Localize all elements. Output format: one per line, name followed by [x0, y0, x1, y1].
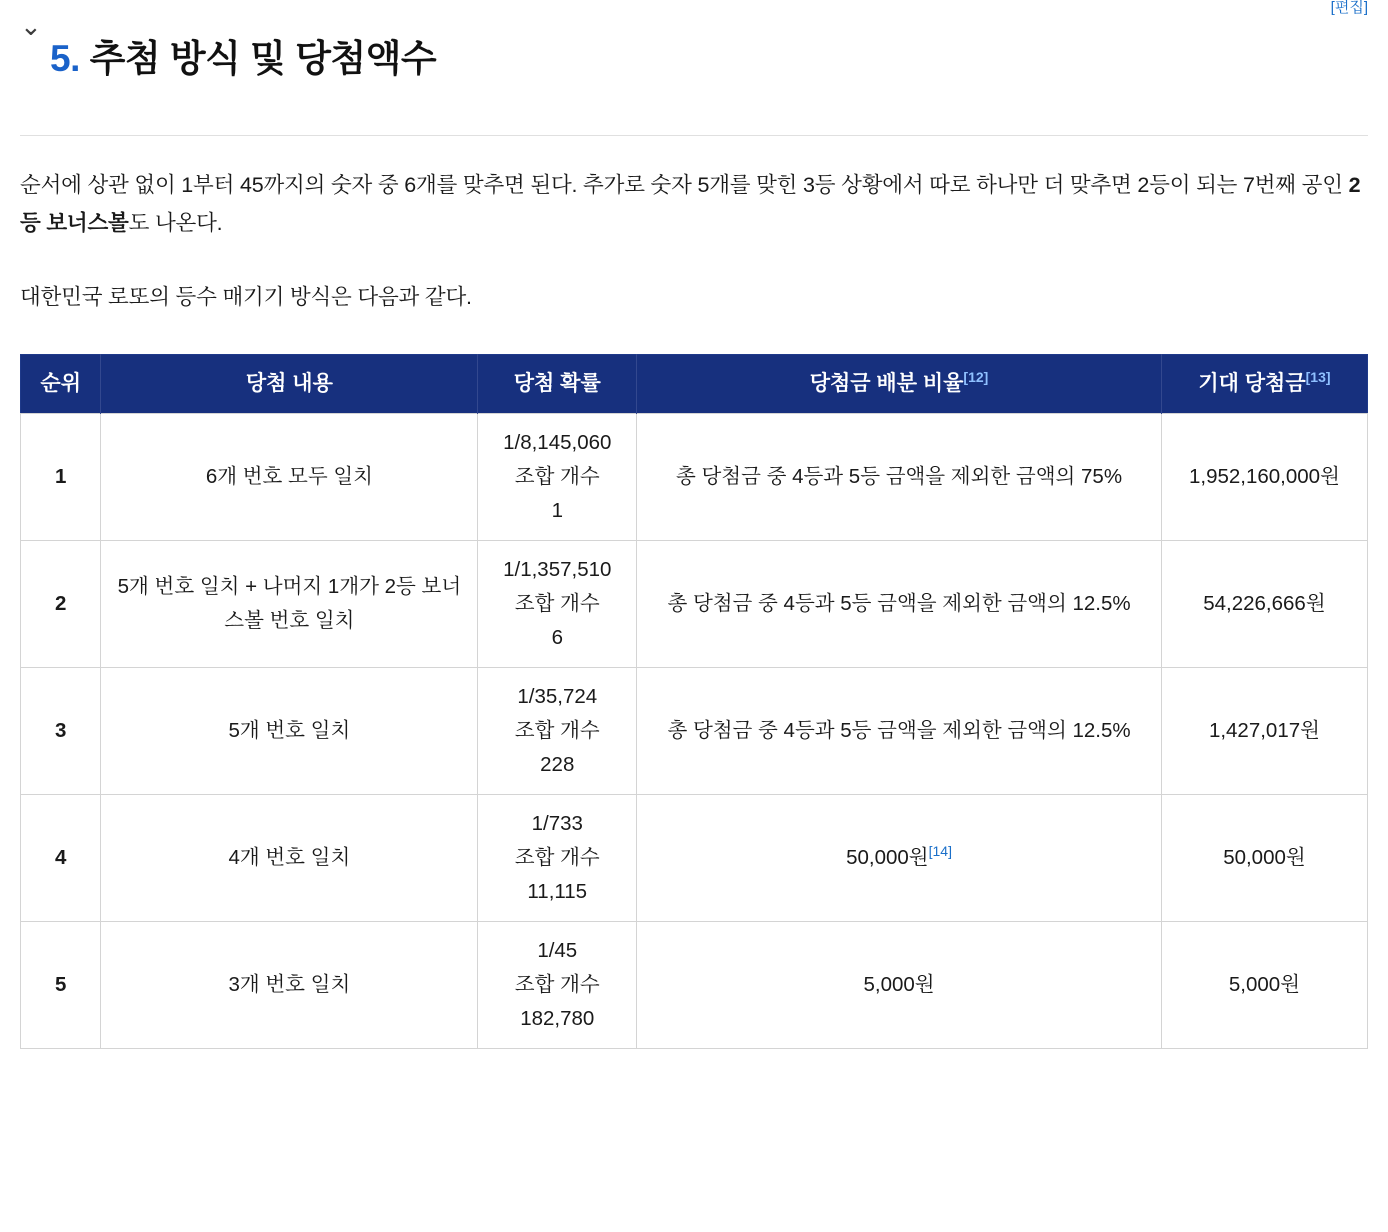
table-row [21, 541, 1368, 668]
combination-label: 조합 개수 [514, 846, 600, 870]
column-header-ratio-label: 당첨금 배분 비율 [809, 372, 964, 396]
cell-ratio [637, 795, 1162, 922]
table-header-row [21, 355, 1368, 414]
heading-divider [20, 135, 1368, 136]
column-header-probability: 당첨 확률 [478, 355, 637, 414]
cell-rank: 5 [21, 922, 101, 1049]
cell-probability [478, 541, 637, 668]
cell-expected: 54,226,666원 [1161, 541, 1367, 668]
paragraph-rules-part1: 순서에 상관 없이 1부터 45까지의 숫자 중 6개를 맞추면 된다. 추가로 숫자 5개를 맞힌 3등 상황에서 따로 하나만 더 맞추면 2등이 되는 7번째 공인 [20, 173, 1349, 198]
cell-rank: 2 [21, 541, 101, 668]
ratio-text: 총 당첨금 중 4등과 5등 금액을 제외한 금액의 75% [676, 465, 1123, 489]
prize-table [20, 354, 1368, 1049]
edit-section-link[interactable]: [편집] [1330, 0, 1368, 16]
table-row [21, 795, 1368, 922]
cell-rank: 4 [21, 795, 101, 922]
table-row [21, 922, 1368, 1049]
column-header-expected [1161, 355, 1367, 414]
cell-ratio [637, 414, 1162, 541]
ratio-reference[interactable]: [14] [928, 843, 952, 860]
cell-ratio [637, 922, 1162, 1049]
cell-expected: 1,427,017원 [1161, 668, 1367, 795]
cell-expected: 1,952,160,000원 [1161, 414, 1367, 541]
cell-description: 5개 번호 일치 + 나머지 1개가 2등 보너스볼 번호 일치 [101, 541, 478, 668]
cell-probability [478, 668, 637, 795]
cell-description: 6개 번호 모두 일치 [101, 414, 478, 541]
cell-ratio [637, 668, 1162, 795]
column-header-rank: 순위 [21, 355, 101, 414]
reference-12[interactable]: [12] [963, 369, 989, 386]
combination-count: 182,780 [520, 1007, 595, 1031]
combination-label: 조합 개수 [514, 465, 600, 489]
column-header-expected-label: 기대 당첨금 [1198, 372, 1306, 396]
section-heading [20, 0, 1368, 113]
ratio-text: 5,000원 [863, 973, 935, 997]
ratio-text: 총 당첨금 중 4등과 5등 금액을 제외한 금액의 12.5% [667, 719, 1131, 743]
combination-count: 228 [540, 753, 575, 777]
column-header-description: 당첨 내용 [101, 355, 478, 414]
cell-probability [478, 414, 637, 541]
section-title: 추첨 방식 및 당첨액수 [89, 37, 437, 79]
chevron-down-icon[interactable]: ⌄ [20, 11, 42, 41]
section-number: 5. [50, 37, 80, 79]
ratio-text: 총 당첨금 중 4등과 5등 금액을 제외한 금액의 12.5% [667, 592, 1131, 616]
cell-probability [478, 795, 637, 922]
table-row [21, 668, 1368, 795]
cell-probability [478, 922, 637, 1049]
cell-description: 3개 번호 일치 [101, 922, 478, 1049]
combination-label: 조합 개수 [514, 973, 600, 997]
paragraph-ranking-intro: 대한민국 로또의 등수 매기기 방식은 다음과 같다. [20, 285, 472, 310]
paragraph-rules [20, 166, 1368, 242]
probability-fraction: 1/1,357,510 [503, 558, 612, 582]
probability-fraction: 1/35,724 [517, 685, 598, 709]
combination-count: 11,115 [527, 880, 588, 904]
cell-rank: 1 [21, 414, 101, 541]
cell-rank: 3 [21, 668, 101, 795]
cell-ratio [637, 541, 1162, 668]
cell-expected: 50,000원 [1161, 795, 1367, 922]
combination-count: 1 [551, 499, 563, 523]
table-row [21, 414, 1368, 541]
probability-fraction: 1/733 [531, 812, 583, 836]
probability-fraction: 1/8,145,060 [503, 431, 612, 455]
cell-description: 4개 번호 일치 [101, 795, 478, 922]
combination-label: 조합 개수 [514, 719, 600, 743]
combination-label: 조합 개수 [514, 592, 600, 616]
combination-count: 6 [551, 626, 563, 650]
column-header-ratio [637, 355, 1162, 414]
probability-fraction: 1/45 [537, 939, 578, 963]
cell-description: 5개 번호 일치 [101, 668, 478, 795]
reference-13[interactable]: [13] [1305, 369, 1331, 386]
page-title [50, 35, 436, 83]
paragraph-rules-part2: 도 나온다. [128, 211, 223, 236]
bonus-ball-term: 2등 보너스볼 [20, 173, 1361, 236]
cell-expected: 5,000원 [1161, 922, 1367, 1049]
ratio-text: 50,000원 [846, 846, 929, 870]
